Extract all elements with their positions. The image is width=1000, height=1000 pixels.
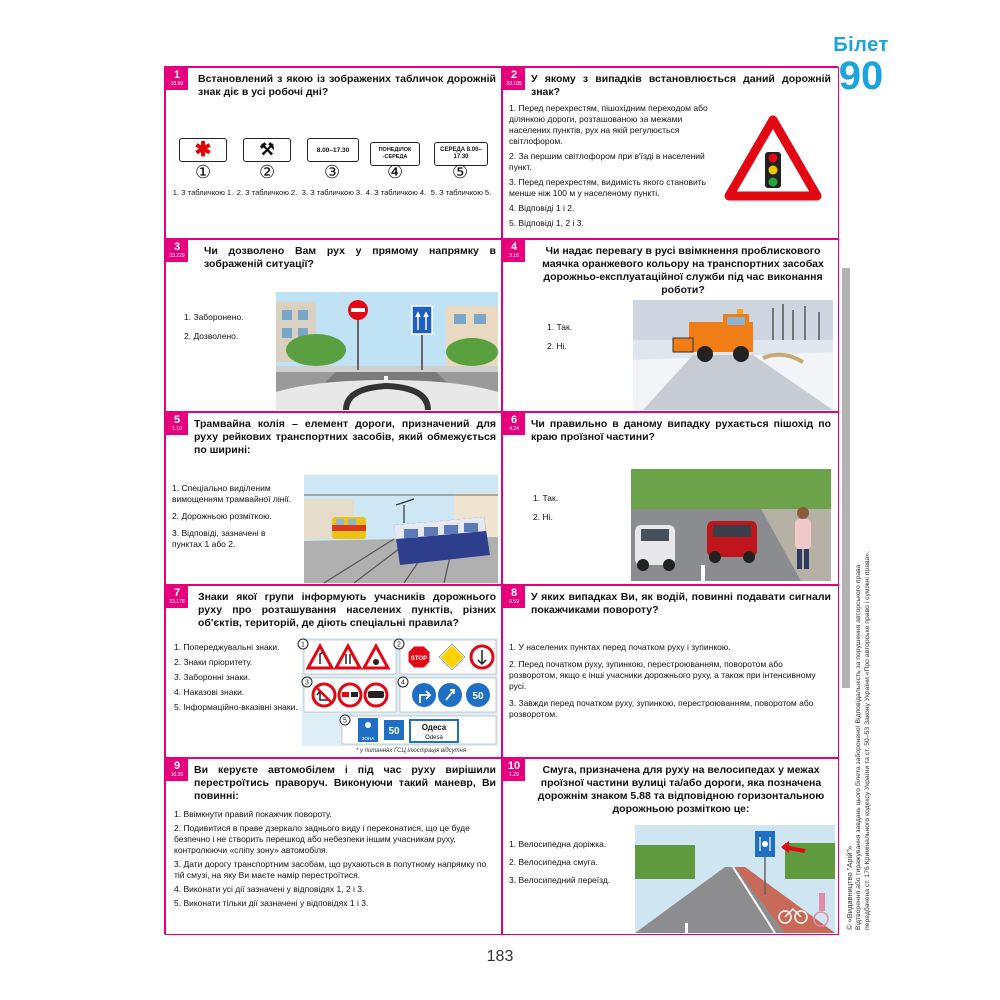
illustration-footnote: * у питаннях ГСЦ ілюстрація відсутня: [356, 748, 467, 754]
question-number-badge: 10 1.29: [503, 759, 525, 781]
sign-groups-image: [302, 638, 498, 746]
question-text: Знаки якої групи інформують учасників дорожнього руху про розташування населених пунктів, різних об'єктів, територій, де діють спеціальні правила?: [198, 591, 496, 629]
answer-2: 2. Знаки пріоритету.: [174, 657, 253, 667]
answer-2: 2. Ні.: [547, 341, 567, 351]
plate-number-5: ⑤: [452, 162, 469, 182]
answer-3: 3. Перед перехрестям, видимість якого становить менше ніж 100 м у населеному пункті.: [509, 177, 707, 198]
sign-group-4-number: 4: [401, 679, 405, 687]
answer-3: 3. Дати дорогу транспортним засобам, що рухаються в попутному напрямку по тій смузі, на яку Ви маєте намір перестроїтися.: [174, 859, 487, 880]
side-text-line2: передбачена ст. 176 Кримінального кодексу України та ст. 50–53 Закону України «Про авторське право і суміжні права».: [864, 551, 871, 930]
plate-number-row: [166, 162, 503, 182]
ticket-number: 90: [838, 54, 884, 98]
answers-list: [509, 642, 831, 724]
intersection-scene-image: [276, 292, 498, 410]
plate-number-4: ④: [387, 162, 404, 182]
answer-3: 3. Відповіді, зазначені в пунктах 1 або 2.: [172, 528, 266, 549]
publisher-text: © «Видавництво "Арій"»: [845, 845, 854, 930]
sign-speed-50-square: 50: [388, 726, 400, 737]
answer-1: 1. У населених пунктах перед початком руху і зупинкою.: [509, 642, 731, 652]
question-number-badge: 1 33.90: [166, 68, 188, 90]
plate-number-1: ①: [195, 162, 212, 182]
question-text: Встановлений з якою із зображених табличок дорожній знак діє в усі робочі дні?: [198, 73, 496, 98]
answer-3: 3. Завжди перед початком руху, зупинкою, перестроюванням, поворотом або розворотом.: [509, 698, 814, 719]
bike-lane-scene-image: [635, 825, 835, 933]
answer-2: 2. За першим світлофором при в'їзді в населений пункт.: [509, 151, 705, 172]
answer-2: 2. З табличкою 2.: [236, 188, 298, 197]
answer-2: 2. Перед початком руху, зупинкою, перестроюванням, поворотом або розворотом, якщо є інші учасники дорожнього руху, а також при інтенсивному русі.: [509, 659, 816, 691]
answer-1: 1. Ввімкнути правий покажчик повороту.: [174, 809, 332, 819]
answers-list: [533, 493, 593, 527]
plate-number-2: ②: [259, 162, 276, 182]
answer-1: 1. З табличкою 1.: [172, 188, 234, 197]
answer-1: 1. Перед перехрестям, пішохідним переходом або ділянкою дороги, розташованою за межами населених пунктів, рух на якій регулюється світлофором.: [509, 103, 708, 146]
answer-3: 3. Велосипедний переїзд.: [509, 875, 611, 885]
questions-grid: [164, 66, 838, 934]
question-8: [502, 585, 839, 758]
sign-group-3-number: 3: [305, 679, 309, 687]
question-10: [502, 758, 839, 935]
pedestrian-scene-image: [631, 469, 831, 581]
snowplow-scene-image: [633, 300, 833, 410]
answer-2: 2. Дозволено.: [184, 331, 239, 341]
sign-group-2-number: 2: [397, 641, 401, 649]
answer-1: 1. Спеціально виділеним вимощенням трамвайної лінії.: [172, 483, 292, 504]
answer-4: 4. Виконати усі дії зазначені у відповідях 1, 2 і 3.: [174, 884, 365, 894]
question-number-badge: 8 9.59: [503, 586, 525, 608]
question-3: [165, 239, 502, 412]
question-5: [165, 412, 502, 585]
answer-4: 4. З табличкою 4.: [365, 188, 427, 197]
answer-2: 2. Подивитися в праве дзеркало заднього виду і переконатися, що це буде безпечно і не створить перешкод або небезпеки іншим учасникам руху, контролюючи «сліпу зону» автомобіля.: [174, 823, 470, 855]
answer-1: 1. Так.: [547, 322, 573, 332]
answers-list: [184, 312, 284, 346]
question-text: Чи дозволено Вам рух у прямому напрямку в зображеній ситуації?: [204, 245, 496, 270]
question-text: У яких випадках Ви, як водій, повинні подавати сигнали покажчиками повороту?: [531, 591, 831, 616]
plate-day-time: СЕРЕДА 8.00–17.30: [434, 142, 488, 166]
question-7: [165, 585, 502, 758]
question-number-badge: 2 33.185: [503, 68, 525, 90]
question-number-badge: 7 33.178: [166, 586, 188, 608]
question-text: Чи надає перевагу в русі ввімкнення проблискового маячка оранжевого кольору на транспортних засобах дорожньо-експлуатаційної служби під час виконання роботи?: [542, 245, 824, 296]
plate-3: [307, 138, 359, 162]
ticket-label: Білет: [833, 34, 889, 56]
answer-1: 1. Так.: [533, 493, 559, 503]
tram-scene-image: [304, 475, 498, 583]
plate-star-icon: ✱: [179, 138, 227, 162]
plate-2: [243, 138, 295, 162]
sign-group-1-number: 1: [301, 641, 305, 649]
sign-zone-label: ЗОНА: [361, 736, 375, 741]
sign-speed-50-round: 50: [472, 691, 484, 702]
answer-2: 2. Ні.: [533, 512, 553, 522]
question-number-badge: 3 33.229: [166, 240, 188, 262]
answer-4: 4. Наказові знаки.: [174, 687, 245, 697]
question-9: [165, 758, 502, 935]
answer-1: 1. Велосипедна доріжка.: [509, 839, 607, 849]
question-number-badge: 5 1.10: [166, 413, 188, 435]
answer-3: 3. Заборонні знаки.: [174, 672, 251, 682]
answers-list: [547, 322, 607, 356]
question-2: [502, 67, 839, 239]
sign-group-5-number: 5: [343, 717, 347, 725]
question-text: Ви керуєте автомобілем і під час руху вирішили перестроїтись праворуч. Виконуючи такий маневр, Ви повинні:: [194, 764, 496, 802]
copyright-side-strip: [840, 268, 880, 930]
question-text: У якому з випадків встановлюється даний дорожній знак?: [531, 73, 831, 98]
answer-1: 1. Заборонено.: [184, 312, 244, 322]
answer-1: 1. Попереджувальні знаки.: [174, 642, 280, 652]
answers-list: [509, 103, 723, 233]
side-text-vertical: [840, 268, 880, 930]
question-text: Чи правильно в даному випадку рухається пішохід по краю проїзної частини?: [531, 418, 831, 443]
question-4: [502, 239, 839, 412]
answer-2: 2. Дорожньою розміткою.: [172, 511, 272, 521]
plates-row: [166, 138, 503, 238]
question-number-badge: 9 10.55: [166, 759, 188, 781]
plate-days: ПОНЕДІЛОК -СЕРЕДА: [370, 142, 420, 166]
side-text-line1: Відтворення або тиражування завдань цього білета заборонено! Відповідальність за порушення авторського права: [855, 564, 862, 930]
answer-5: 5. З табличкою 5.: [430, 188, 492, 197]
traffic-light-warning-sign-icon: [725, 116, 821, 200]
plate-hammer-icon: ⚒: [243, 138, 291, 162]
answer-3: 3. З табличкою 3.: [301, 188, 363, 197]
answer-5: 5. Відповіді 1, 2 і 3.: [509, 218, 584, 228]
city-sign-name: Одеса: [421, 723, 447, 732]
answer-4: 4. Відповіді 1 і 2.: [509, 203, 575, 213]
answers-list: [174, 809, 494, 913]
answers-list: [172, 483, 298, 554]
plate-1: [179, 138, 231, 162]
question-1: [165, 67, 502, 239]
question-6: [502, 412, 839, 585]
plate-number-3: ③: [324, 162, 341, 182]
question-number-badge: 6 4.24: [503, 413, 525, 435]
stop-sign-text: STOP: [410, 656, 428, 662]
question-text: Трамвайна колія – елемент дороги, призначений для руху рейкових транспортних засобів, який обмежується по ширині:: [194, 418, 496, 456]
answer-5: 5. Виконати тільки дії зазначені у відповідях 1 і 3.: [174, 898, 369, 908]
plate-time: 8.00–17.30: [307, 138, 359, 162]
answer-2: 2. Велосипедна смуга.: [509, 857, 598, 867]
answer-5: 5. Інформаційно-вказівні знаки.: [174, 702, 298, 712]
answers-list: [509, 839, 629, 890]
page-number: 183: [486, 948, 514, 965]
question-text: Смуга, призначена для руху на велосипедах у межах проїзної частини вулиці та/або дороги, яка позначена дорожнім знаком 5.88 та відповідною горизонтальною дорожньою розміткою це:: [537, 764, 825, 815]
question-number-badge: 4 3.16: [503, 240, 525, 262]
answers-list: [174, 642, 300, 717]
city-sign-latin: Odesa: [425, 735, 443, 741]
